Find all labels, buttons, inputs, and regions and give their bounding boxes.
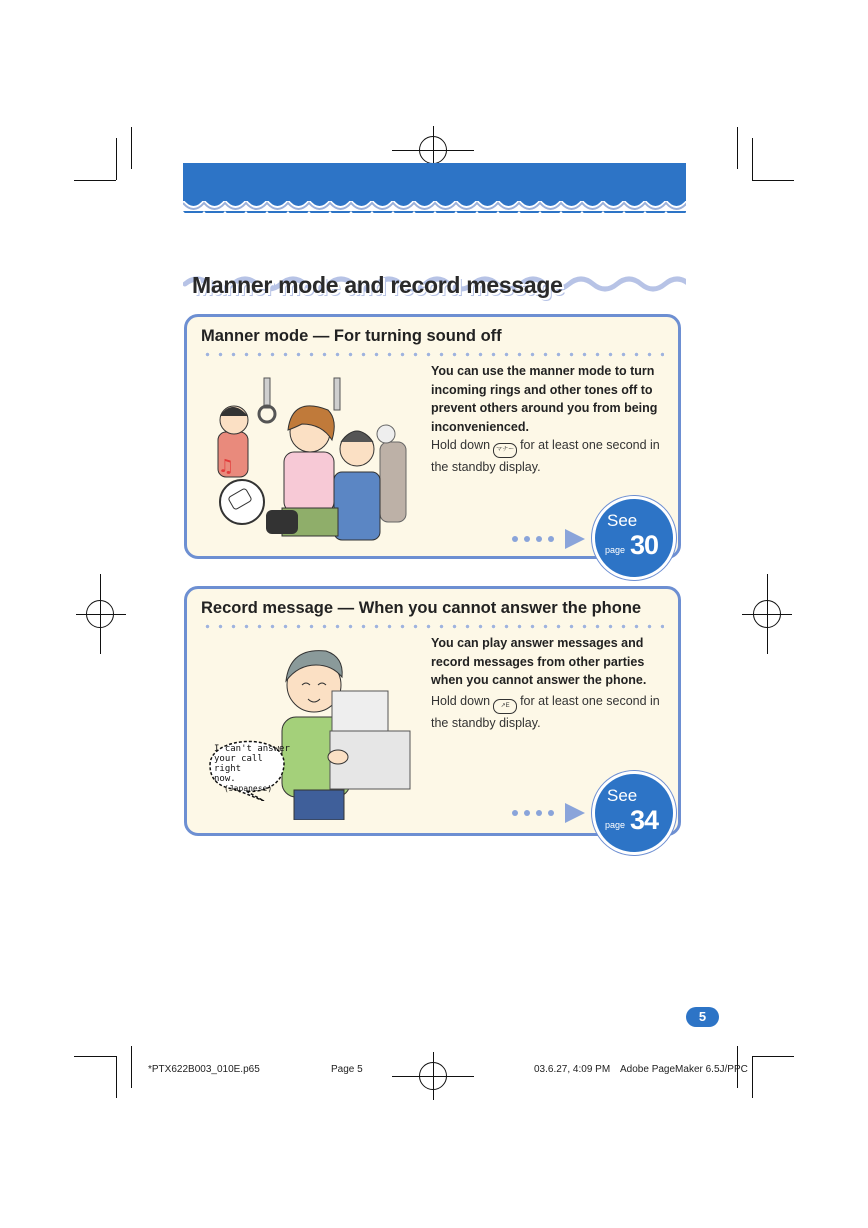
crop-mark [74, 1056, 116, 1057]
manner-mode-title: Manner mode — For turning sound off [201, 327, 502, 345]
manner-mode-lead: You can use the manner mode to turn incoming rings and other tones off to prevent others around you from being inconvenienced. [431, 364, 658, 434]
page-label: page [605, 820, 626, 830]
crop-mark [131, 127, 132, 169]
crop-mark [752, 138, 753, 180]
page-reference-number: 34 [630, 805, 659, 835]
record-message-instruction [431, 692, 661, 732]
manner-mode-instruction [431, 436, 661, 476]
record-message-card [184, 586, 681, 836]
see-page-link[interactable] [592, 771, 676, 855]
record-message-title: Record message — When you cannot answer the phone [201, 599, 642, 617]
memo-key-icon: ↗E [493, 699, 517, 714]
see-label: See [607, 511, 638, 530]
bubble-line: I can't answer [214, 744, 290, 754]
page-reference-number: 30 [630, 530, 659, 560]
crowded-train-illustration [214, 372, 414, 542]
crop-mark [752, 1056, 753, 1098]
footer-page: Page 5 [331, 1064, 363, 1075]
speech-bubble-text [214, 744, 294, 794]
page-number-badge: 5 [686, 1007, 719, 1027]
registration-mark [86, 600, 114, 628]
hold-before-text: Hold down [431, 438, 491, 452]
footer-application: Adobe PageMaker 6.5J/PPC [620, 1064, 748, 1075]
hold-after-text: for at least one second in the standby display. [431, 438, 660, 474]
bubble-note: (Japanese) [224, 784, 273, 793]
hold-before-text: Hold down [431, 694, 491, 708]
crop-mark [116, 138, 117, 180]
svg-text:♫: ♫ [218, 456, 235, 477]
crop-mark [752, 180, 794, 181]
crop-mark [737, 127, 738, 169]
page-label: page [605, 545, 626, 555]
see-label: See [607, 786, 638, 805]
crop-mark [752, 1056, 794, 1057]
manner-key-icon: マナー [493, 443, 517, 458]
bubble-line: now. [214, 774, 236, 784]
see-page-link[interactable] [592, 496, 676, 580]
crop-mark [74, 180, 116, 181]
registration-mark [753, 600, 781, 628]
man-carrying-boxes-illustration [272, 645, 422, 820]
footer-filename: *PTX622B003_010E.p65 [148, 1064, 260, 1075]
header-banner [183, 163, 686, 213]
footer-date: 03.6.27, 4:09 PM [534, 1064, 611, 1075]
hold-after-text: for at least one second in the standby display. [431, 694, 660, 730]
registration-mark [419, 1062, 447, 1090]
crop-mark [116, 1056, 117, 1098]
arrow-dots-icon [509, 801, 587, 825]
dotted-divider [201, 624, 664, 629]
record-message-lead: You can play answer messages and record messages from other parties when you cannot answer the phone. [431, 636, 647, 687]
crop-mark [131, 1046, 132, 1088]
section-title: Manner mode and record message [192, 272, 563, 298]
manner-mode-card [184, 314, 681, 559]
bubble-line: your call right [214, 754, 263, 774]
dotted-divider [201, 352, 664, 357]
arrow-dots-icon [509, 527, 587, 551]
registration-mark [419, 136, 447, 164]
